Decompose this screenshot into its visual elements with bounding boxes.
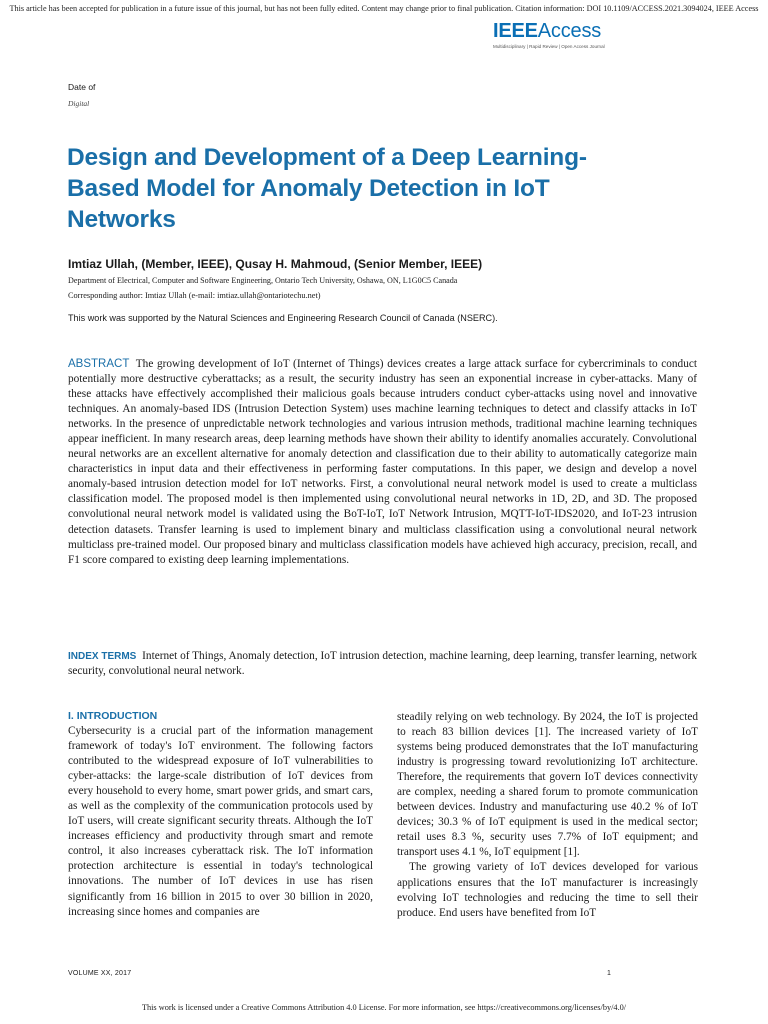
introduction-paragraph: The growing variety of IoT devices developed for various applications ensures that the IoT manufacturer is increasingly evolving IoT technologies and reducing the time to sell their produce. End users have benefited from IoT (397, 861, 698, 919)
page-number: 1 (607, 970, 611, 977)
abstract-text: The growing development of IoT (Internet of Things) devices creates a large attack surface for cybercriminals to conduct potentially more destructive cyberattacks; as a result, the security industry has seen an exponential increase in cyber-attacks. Many of these attacks have effectively accomplished their malicious goals because intruders conduct cyber-attacks using novel and innovative techniques. An anomaly-based IDS (Intrusion Detection System) uses machine learning techniques to detect and classify attacks in IoT networks. In the presence of unpredictable network technologies and various intrusion methods, traditional machine learning techniques appear inefficient. In many research areas, deep learning methods have shown their ability to identify anomalies accurately. Convolutional neural networks are an excellent alternative for anomaly detection and classification due to their ability to automatically categorize main characteristics in input data and their effectiveness in performing faster computations. In this paper, we design and develop a novel anomaly-based intrusion detection model for IoT networks. First, a convolutional neural network model is used to create a multiclass classification model. The proposed model is then implemented using convolutional neural networks in 1D, 2D, and 3D. The proposed convolutional neural network model is validated using the BoT-IoT, IoT Network Intrusion, MQTT-IoT-IDS2020, and IoT-23 intrusion detection datasets. Transfer learning is used to implement binary and multiclass classification using a convolutional neural network multiclass pre-trained model. Our proposed binary and multiclass classification models have achieved high accuracy, precision, recall, and F1 score compared to existing deep learning implementations. (68, 358, 697, 566)
abstract (68, 357, 697, 568)
logo-wordmark (493, 20, 618, 42)
ieee-access-logo (493, 20, 618, 56)
introduction-column-right (397, 710, 698, 921)
acceptance-notice: This article has been accepted for publication in a future issue of this journal, but has not been fully edited. Content may change prior to final publication. Citation information: DOI 10.1109/ACCESS.2021.3094024, IEEE Access (9, 4, 759, 13)
affiliation: Department of Electrical, Computer and Software Engineering, Ontario Tech University, Oshawa, ON, L1G0C5 Canada (68, 276, 458, 285)
logo-ieee-text: IEEE (493, 20, 538, 42)
section-heading-introduction: I. INTRODUCTION (68, 710, 158, 722)
corresponding-author: Corresponding author: Imtiaz Ullah (e-mail: imtiaz.ullah@ontariotechu.net) (68, 291, 321, 300)
logo-access-text: Access (537, 20, 602, 42)
funding-note: This work was supported by the Natural Sciences and Engineering Research Council of Canada (NSERC). (68, 313, 498, 323)
volume-label: VOLUME XX, 2017 (68, 970, 132, 977)
index-terms-text: Internet of Things, Anomaly detection, IoT intrusion detection, machine learning, deep learning, transfer learning, network security, convolutional neural network. (68, 650, 698, 678)
index-terms (68, 649, 697, 679)
index-terms-label: INDEX TERMS (68, 651, 137, 662)
digital-label: Digital (68, 99, 90, 108)
license-notice: This work is licensed under a Creative Commons Attribution 4.0 License. For more information, see https://creativecommons.org/licenses/by/4.0/ (141, 1003, 627, 1012)
logo-tagline: Multidisciplinary | Rapid Review | Open Access Journal (493, 44, 605, 49)
paper-title: Design and Development of a Deep Learning-Based Model for Anomaly Detection in IoT Networks (67, 144, 587, 233)
abstract-label: ABSTRACT (68, 358, 130, 370)
introduction-paragraph: steadily relying on web technology. By 2024, the IoT is projected to reach 83 billion devices [1]. The increased variety of IoT systems being produced demonstrates that the IoT manufacturing industry is progressing toward revolutionizing IoT architecture. Therefore, the requirements that govern IoT devices connectivity are complex, needing a shared forum to promote communication between devices. Industry and manufacturing use 40.2 % of IoT devices; 30.3 % of IoT equipment is used in the medical sector; retail uses 8.3 %, security uses 7.7% of IoT equipment; and transport uses 4.1 %, IoT equipment [1]. (397, 711, 698, 859)
author-list: Imtiaz Ullah, (Member, IEEE), Qusay H. Mahmoud, (Senior Member, IEEE) (68, 257, 483, 271)
date-of-label: Date of (68, 82, 96, 92)
introduction-column-left: Cybersecurity is a crucial part of the information management framework of today's IoT environment. The following factors contributed to the widespread exposure of IoT vulnerabilities to cyber-attacks: the large-scale distribution of IoT devices from every household to every home, smart power grids, and smart cars, as well as the complexity of the communication protocols used by IoT users, will create significant security threats. Although the IoT increases efficiency and productivity through smart and remote control, it also increases cyberattack risk. The IoT information protection architecture is essential in today's technological innovations. The number of IoT devices in use has risen significantly from 16 billion in 2015 to over 30 billion in 2020, increasing since homes and companies are (68, 725, 373, 918)
